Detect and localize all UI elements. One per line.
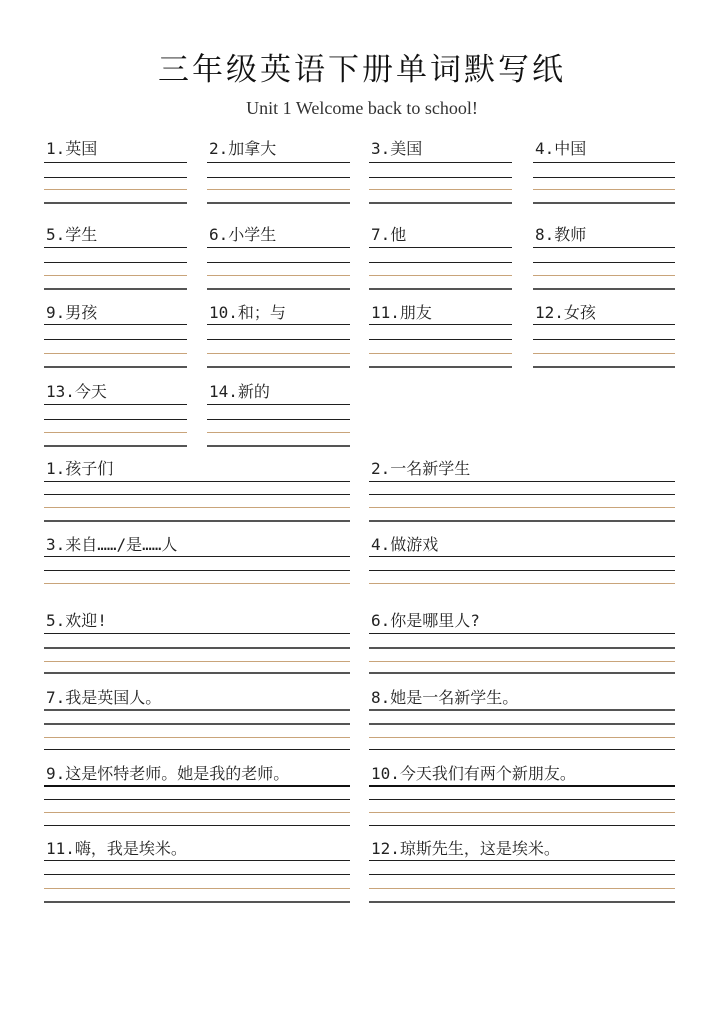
writing-guide-line[interactable]	[44, 275, 187, 276]
word-cell-1	[44, 136, 187, 206]
writing-line[interactable]	[369, 520, 675, 522]
writing-line[interactable]	[207, 202, 350, 204]
phrase-label: 4.做游戏	[371, 535, 439, 554]
phrase-label: 12.琼斯先生，这是埃米。	[371, 839, 560, 858]
word-label: 8.教师	[535, 225, 587, 244]
writing-guide-line[interactable]	[369, 737, 675, 738]
phrase-cell-1	[44, 456, 350, 526]
phrase-cell-7	[44, 685, 350, 755]
writing-guide-line[interactable]	[369, 583, 675, 584]
writing-line[interactable]	[44, 419, 187, 420]
word-label: 11.朋友	[371, 303, 432, 322]
writing-line[interactable]	[44, 785, 350, 787]
writing-line[interactable]	[207, 247, 350, 248]
writing-line[interactable]	[207, 324, 350, 325]
word-label: 12.女孩	[535, 303, 596, 322]
word-cell-4	[533, 136, 675, 206]
word-cell-8	[533, 222, 675, 292]
phrase-label: 8.她是一名新学生。	[371, 688, 519, 707]
writing-guide-line[interactable]	[369, 353, 512, 354]
writing-guide-line[interactable]	[369, 888, 675, 889]
writing-line[interactable]	[369, 825, 675, 826]
writing-line[interactable]	[369, 339, 512, 340]
writing-line[interactable]	[207, 404, 350, 405]
writing-line[interactable]	[207, 177, 350, 178]
word-cell-6	[207, 222, 350, 292]
writing-line[interactable]	[44, 445, 187, 447]
writing-line[interactable]	[207, 339, 350, 340]
writing-guide-line[interactable]	[44, 812, 350, 813]
word-cell-5	[44, 222, 187, 292]
phrase-cell-5	[44, 608, 350, 678]
phrase-label: 6.你是哪里人?	[371, 611, 480, 630]
writing-guide-line[interactable]	[44, 661, 350, 662]
phrase-label: 5.欢迎!	[46, 611, 107, 630]
phrase-cell-2	[369, 456, 675, 526]
phrase-label: 1.孩子们	[46, 459, 114, 478]
writing-guide-line[interactable]	[369, 275, 512, 276]
writing-guide-line[interactable]	[44, 737, 350, 738]
phrase-cell-9	[44, 761, 350, 831]
page-title: 三年级英语下册单词默写纸	[158, 52, 566, 88]
unit-subtitle: Unit 1 Welcome back to school!	[246, 98, 478, 118]
writing-line[interactable]	[369, 262, 512, 263]
writing-line[interactable]	[44, 162, 187, 163]
writing-line[interactable]	[369, 785, 675, 787]
writing-guide-line[interactable]	[207, 189, 350, 190]
writing-line[interactable]	[533, 366, 675, 368]
writing-line[interactable]	[44, 324, 187, 325]
word-label: 14.新的	[209, 382, 270, 401]
writing-guide-line[interactable]	[533, 275, 675, 276]
phrase-cell-4	[369, 532, 675, 592]
phrase-label: 10.今天我们有两个新朋友。	[371, 764, 576, 783]
writing-line[interactable]	[369, 556, 675, 557]
writing-line[interactable]	[44, 247, 187, 248]
word-label: 7.他	[371, 225, 407, 244]
writing-line[interactable]	[44, 672, 350, 674]
writing-line[interactable]	[44, 709, 350, 711]
phrase-cell-12	[369, 836, 675, 906]
phrase-label: 9.这是怀特老师。她是我的老师。	[46, 764, 290, 783]
word-label: 3.美国	[371, 139, 423, 158]
writing-guide-line[interactable]	[44, 583, 350, 584]
writing-line[interactable]	[44, 339, 187, 340]
writing-guide-line[interactable]	[369, 812, 675, 813]
writing-guide-line[interactable]	[44, 507, 350, 508]
word-cell-10	[207, 300, 350, 370]
word-label: 2.加拿大	[209, 139, 277, 158]
writing-line[interactable]	[44, 874, 350, 875]
phrase-label: 2.一名新学生	[371, 459, 471, 478]
writing-line[interactable]	[533, 288, 675, 290]
writing-line[interactable]	[369, 202, 512, 204]
writing-line[interactable]	[533, 324, 675, 325]
phrase-cell-10	[369, 761, 675, 831]
writing-line[interactable]	[369, 366, 512, 368]
word-label: 9.男孩	[46, 303, 98, 322]
writing-line[interactable]	[369, 633, 675, 634]
writing-guide-line[interactable]	[207, 432, 350, 433]
writing-line[interactable]	[207, 288, 350, 290]
writing-line[interactable]	[369, 177, 512, 178]
writing-line[interactable]	[533, 262, 675, 263]
word-cell-13	[44, 379, 187, 449]
writing-guide-line[interactable]	[533, 189, 675, 190]
writing-guide-line[interactable]	[207, 353, 350, 354]
writing-line[interactable]	[44, 366, 187, 368]
writing-guide-line[interactable]	[369, 507, 675, 508]
phrase-cell-3	[44, 532, 350, 592]
word-label: 1.英国	[46, 139, 98, 158]
writing-line[interactable]	[207, 366, 350, 368]
writing-line[interactable]	[44, 749, 350, 750]
writing-guide-line[interactable]	[369, 189, 512, 190]
writing-line[interactable]	[44, 799, 350, 800]
writing-line[interactable]	[369, 901, 675, 903]
word-cell-11	[369, 300, 512, 370]
writing-guide-line[interactable]	[533, 353, 675, 354]
word-cell-2	[207, 136, 350, 206]
writing-guide-line[interactable]	[44, 432, 187, 433]
word-label: 13.今天	[46, 382, 107, 401]
writing-line[interactable]	[44, 860, 350, 861]
word-label: 6.小学生	[209, 225, 277, 244]
word-cell-7	[369, 222, 512, 292]
writing-line[interactable]	[533, 202, 675, 204]
writing-line[interactable]	[44, 520, 350, 522]
writing-guide-line[interactable]	[207, 275, 350, 276]
writing-line[interactable]	[44, 177, 187, 178]
word-label: 4.中国	[535, 139, 587, 158]
writing-line[interactable]	[369, 494, 675, 495]
writing-line[interactable]	[533, 177, 675, 178]
writing-guide-line[interactable]	[44, 189, 187, 190]
writing-line[interactable]	[44, 570, 350, 571]
writing-guide-line[interactable]	[44, 353, 187, 354]
writing-line[interactable]	[44, 288, 187, 290]
writing-line[interactable]	[369, 723, 675, 725]
writing-line[interactable]	[369, 647, 675, 649]
writing-guide-line[interactable]	[44, 888, 350, 889]
word-label: 5.学生	[46, 225, 98, 244]
writing-line[interactable]	[44, 262, 187, 263]
writing-line[interactable]	[369, 288, 512, 290]
writing-line[interactable]	[44, 556, 350, 557]
word-cell-9	[44, 300, 187, 370]
writing-line[interactable]	[207, 162, 350, 163]
phrase-label: 3.来自……/是……人	[46, 535, 178, 554]
phrase-cell-11	[44, 836, 350, 906]
writing-line[interactable]	[44, 825, 350, 826]
writing-line[interactable]	[369, 799, 675, 800]
writing-line[interactable]	[207, 419, 350, 420]
writing-line[interactable]	[44, 202, 187, 204]
writing-line[interactable]	[369, 860, 675, 861]
writing-line[interactable]	[369, 709, 675, 711]
writing-line[interactable]	[44, 901, 350, 903]
writing-line[interactable]	[369, 481, 675, 482]
writing-line[interactable]	[207, 445, 350, 447]
writing-line[interactable]	[369, 570, 675, 571]
writing-line[interactable]	[44, 404, 187, 405]
writing-line[interactable]	[44, 494, 350, 495]
writing-line[interactable]	[44, 647, 350, 649]
writing-line[interactable]	[44, 723, 350, 725]
writing-line[interactable]	[44, 481, 350, 482]
writing-line[interactable]	[207, 262, 350, 263]
writing-line[interactable]	[533, 162, 675, 163]
writing-guide-line[interactable]	[369, 661, 675, 662]
writing-line[interactable]	[369, 874, 675, 875]
phrase-label: 7.我是英国人。	[46, 688, 162, 707]
writing-line[interactable]	[533, 339, 675, 340]
word-label: 10.和；与	[209, 303, 286, 322]
writing-line[interactable]	[369, 247, 512, 248]
writing-line[interactable]	[369, 672, 675, 674]
word-cell-12	[533, 300, 675, 370]
writing-line[interactable]	[44, 633, 350, 634]
phrase-cell-6	[369, 608, 675, 678]
writing-line[interactable]	[369, 749, 675, 750]
phrase-label: 11.嗨，我是埃米。	[46, 839, 187, 858]
writing-line[interactable]	[533, 247, 675, 248]
writing-line[interactable]	[369, 162, 512, 163]
phrase-cell-8	[369, 685, 675, 755]
word-cell-14	[207, 379, 350, 449]
word-cell-3	[369, 136, 512, 206]
writing-line[interactable]	[369, 324, 512, 325]
